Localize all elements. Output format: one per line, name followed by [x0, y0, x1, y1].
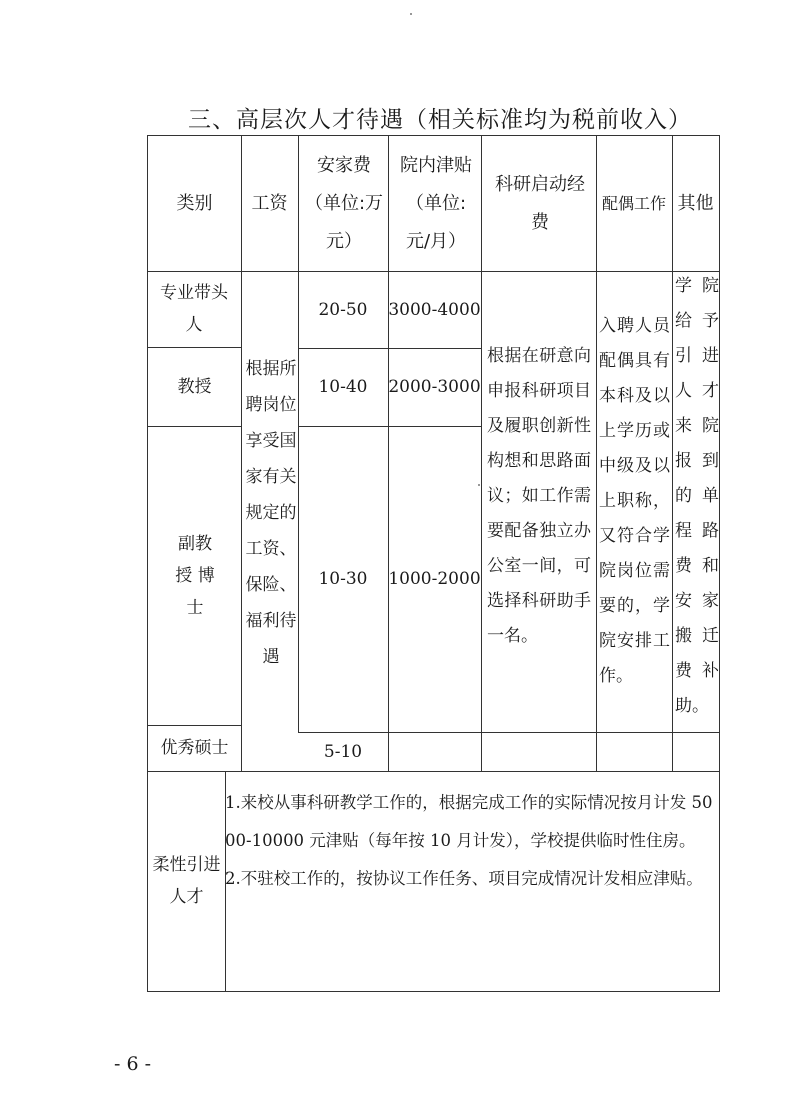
header-category: 类别	[176, 192, 213, 214]
housing-associate: 10-30	[318, 569, 368, 589]
header-spouse: 配偶工作	[601, 193, 666, 213]
allowance-associate: 1000-2000	[388, 569, 481, 589]
page-number: - 6 -	[114, 1053, 152, 1075]
housing-leader: 20-50	[318, 299, 368, 320]
row-category-associate: 副教授 博士	[175, 533, 215, 618]
header-other: 其他	[677, 192, 714, 214]
header-allowance: 院内津贴（单位:元/月）	[400, 154, 472, 252]
flexible-description	[225, 784, 715, 898]
row-category-master: 优秀硕士	[160, 738, 229, 758]
other-merged: 学院给予引进人才来院报到的单程路费和安家搬迁费补助。	[675, 275, 719, 716]
row-category-professor: 教授	[177, 376, 212, 397]
header-salary: 工资	[251, 192, 288, 214]
salary-merged: 根据所聘岗位享受国家有关规定的工资、保险、福利待遇	[245, 359, 297, 667]
housing-professor: 10-40	[318, 377, 368, 397]
header-housing: 安家费（单位:万元）	[304, 154, 384, 252]
scan-speck	[410, 13, 412, 15]
spouse-merged: 入聘人员配偶具有本科及以上学历或中级及以上职称，又符合学院岗位需要的，学院安排工作。	[599, 316, 670, 686]
row-category-leader: 专业带头人	[160, 283, 228, 335]
scan-speck	[478, 484, 480, 486]
allowance-leader: 3000-4000	[388, 299, 481, 320]
header-research: 科研启动经费	[495, 173, 585, 233]
research-merged: 根据在研意向申报科研项目及履职创新性构想和思路面议；如工作需要配备独立办公室一间，可选择科研助手一名。	[487, 345, 591, 646]
allowance-professor: 2000-3000	[388, 377, 481, 397]
flexible-category: 柔性引进人才	[152, 855, 221, 907]
flexible-item-2: 2.不驻校工作的，按协议工作任务、项目完成情况计发相应津贴。	[225, 869, 703, 888]
allowance-master	[388, 732, 481, 771]
flexible-item-1: 1.来校从事科研教学工作的，根据完成工作的实际情况按月计发 5000-10000 元津贴（每年按 10 月计发），学校提供临时性住房。	[225, 793, 713, 850]
section-title: 三、高层次人才待遇（相关标准均为税前收入）	[188, 107, 692, 133]
housing-master: 5-10	[323, 741, 363, 762]
